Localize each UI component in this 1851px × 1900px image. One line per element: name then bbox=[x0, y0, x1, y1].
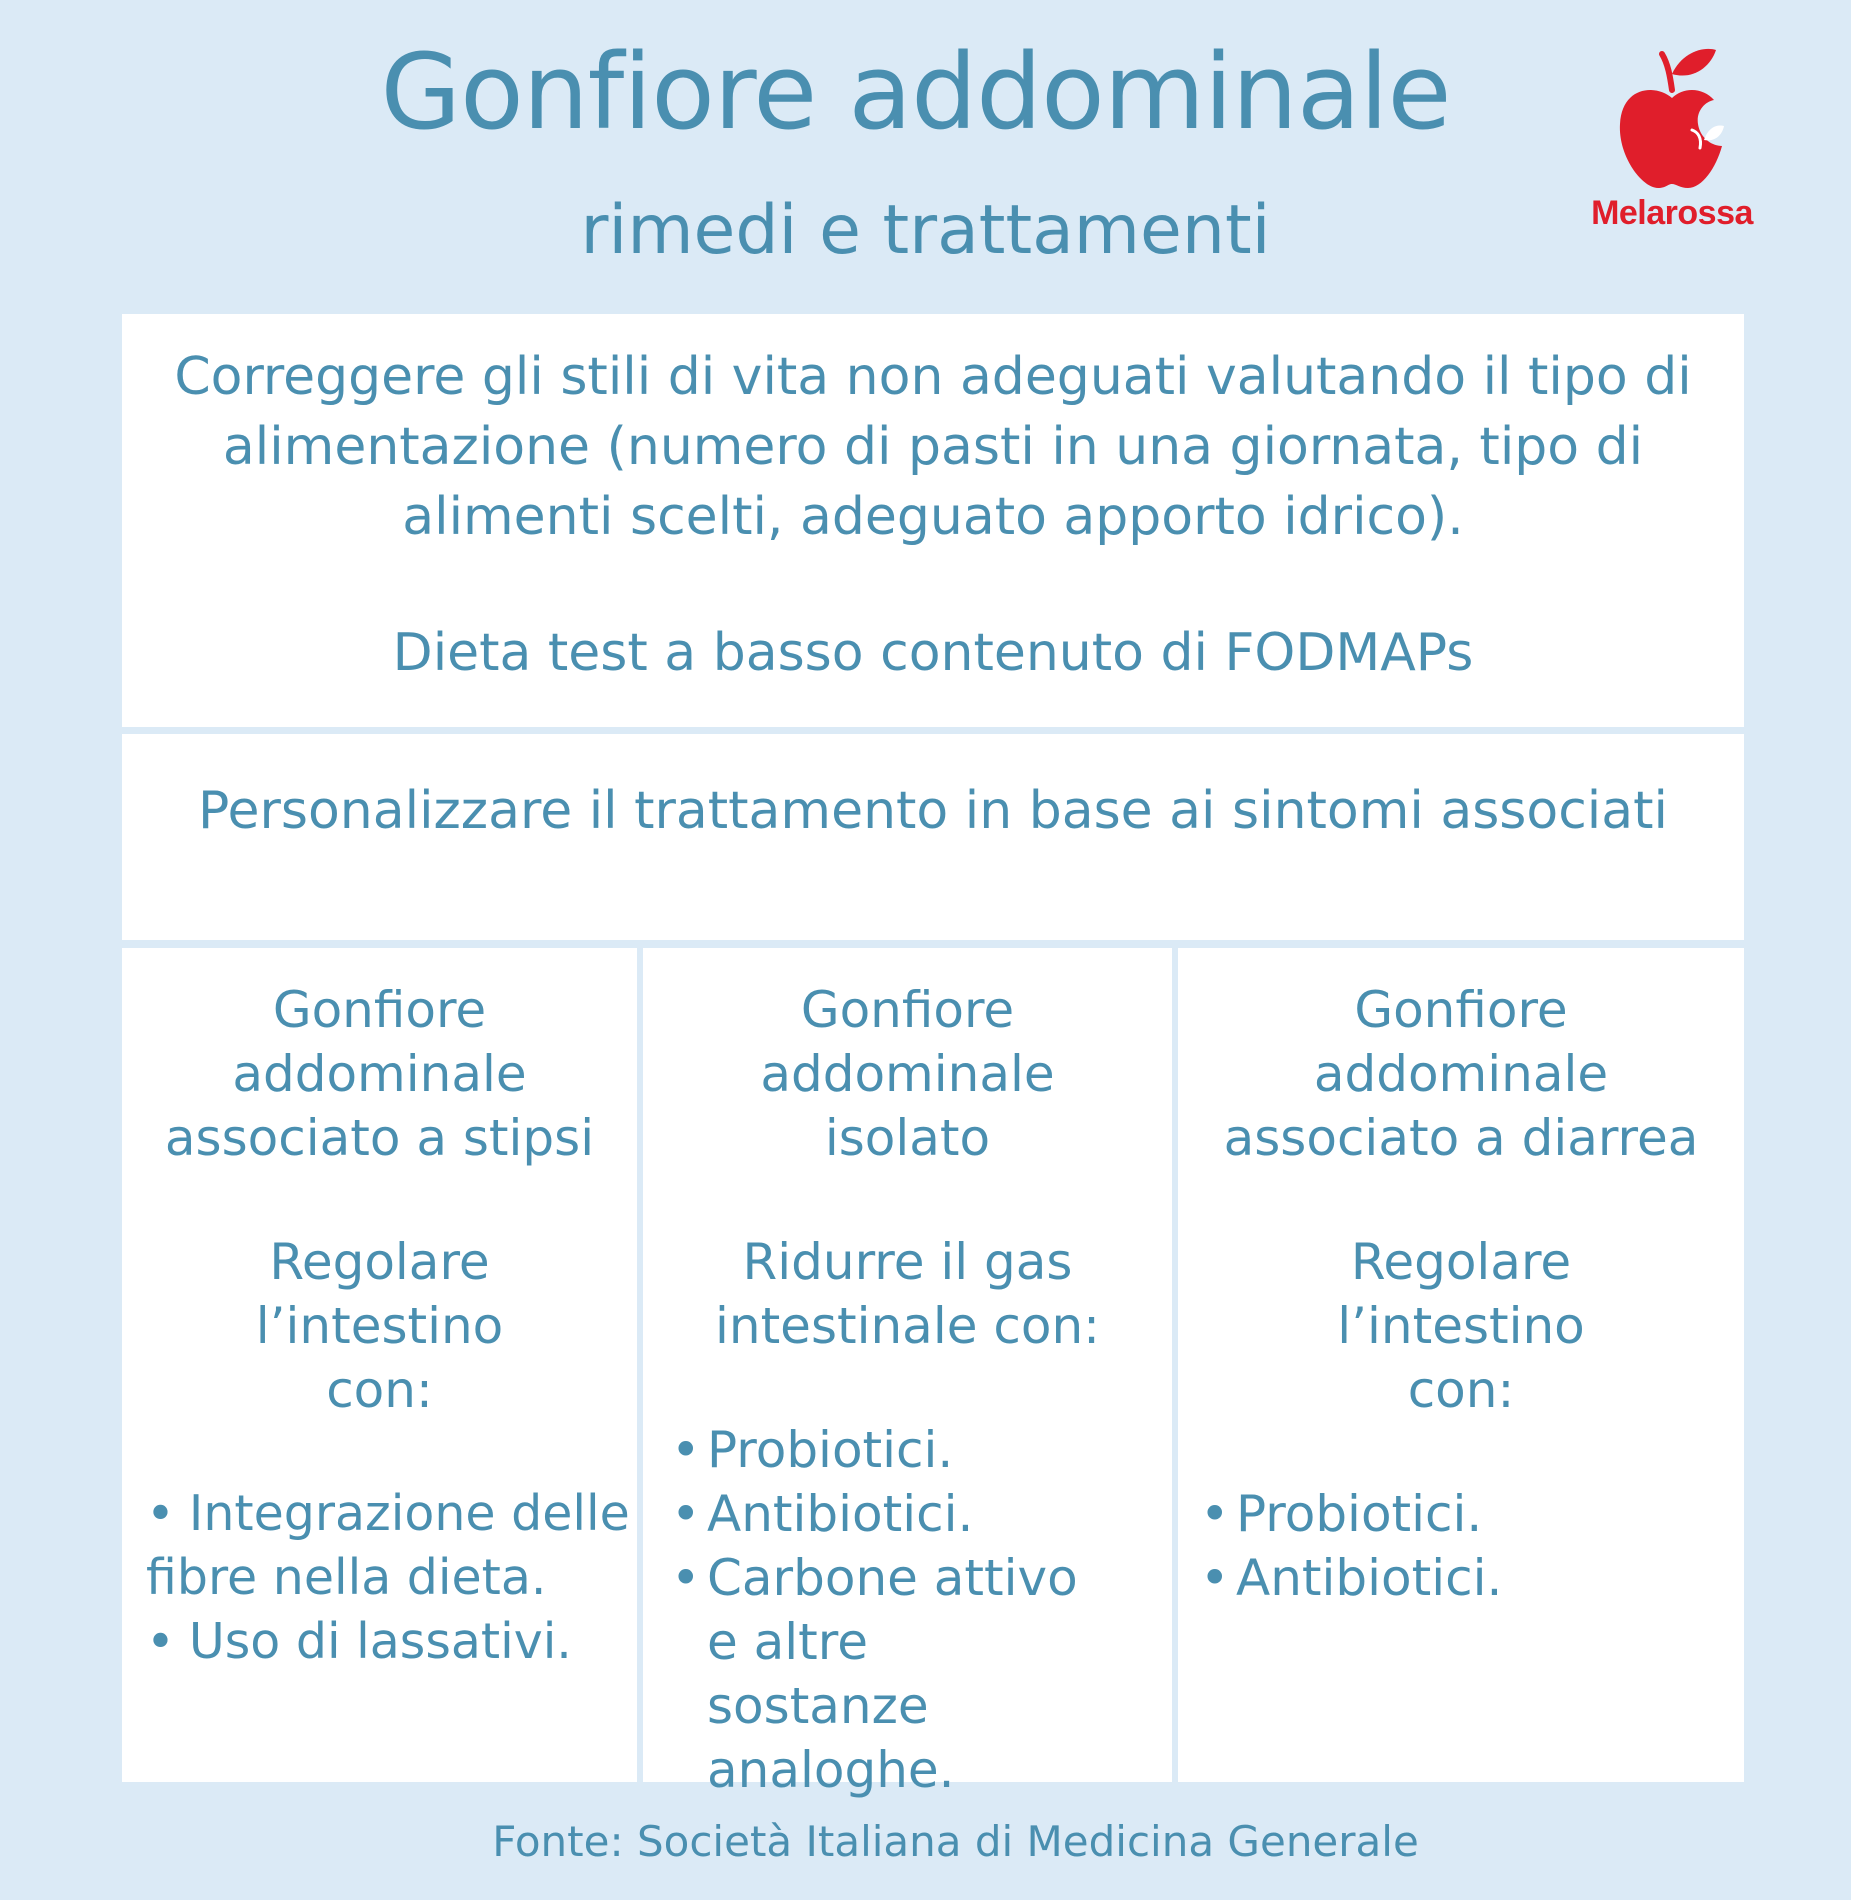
list-item: • Integrazione delle fibre nella dieta. bbox=[146, 1482, 631, 1610]
source-note: Fonte: Società Italiana di Medicina Generale bbox=[492, 1817, 1419, 1866]
column-isolated bbox=[643, 948, 1172, 1799]
apple-icon bbox=[1612, 28, 1732, 198]
column-lead: Regolare l’intestino con: bbox=[1337, 1233, 1585, 1419]
page-title: Gonfiore addominale bbox=[380, 31, 1451, 153]
personalize-text: Personalizzare il trattamento in base ai sintomi associati bbox=[198, 781, 1668, 841]
personalize-panel bbox=[122, 734, 1744, 940]
list-item: • Uso di lassativi. bbox=[146, 1610, 631, 1674]
lifestyle-text: Correggere gli stili di vita non adeguati valutando il tipo di alimentazione (numero di pasti in una giornata, tipo di alimenti scelti, adeguato apporto idrico). bbox=[174, 347, 1692, 547]
column-constipation bbox=[122, 948, 637, 1782]
remedy-list bbox=[643, 1418, 1101, 1802]
brand-name: Melarossa bbox=[1591, 194, 1753, 232]
column-heading: Gonfiore addominale associato a stipsi bbox=[164, 981, 595, 1167]
column-heading: Gonfiore addominale isolato bbox=[760, 981, 1055, 1167]
remedy-list bbox=[122, 1482, 637, 1674]
brand-logo[interactable] bbox=[1572, 28, 1772, 238]
column-lead: Regolare l’intestino con: bbox=[255, 1233, 504, 1419]
remedy-list bbox=[1178, 1482, 1744, 1610]
fodmap-diet-text: Dieta test a basso contenuto di FODMAPs bbox=[392, 623, 1474, 683]
list-item: • Carbone attivo e altre sostanze analoghe. bbox=[671, 1546, 1091, 1802]
list-item: • Probiotici. bbox=[671, 1418, 1091, 1482]
page-subtitle: rimedi e trattamenti bbox=[580, 191, 1271, 270]
list-item: • Probiotici. bbox=[1200, 1482, 1734, 1546]
list-item: • Antibiotici. bbox=[1200, 1546, 1734, 1610]
column-lead: Ridurre il gas intestinale con: bbox=[715, 1233, 1100, 1355]
list-item: • Antibiotici. bbox=[671, 1482, 1091, 1546]
lifestyle-panel bbox=[122, 314, 1744, 727]
column-heading: Gonfiore addominale associato a diarrea bbox=[1223, 981, 1699, 1167]
column-diarrhea bbox=[1178, 948, 1744, 1782]
